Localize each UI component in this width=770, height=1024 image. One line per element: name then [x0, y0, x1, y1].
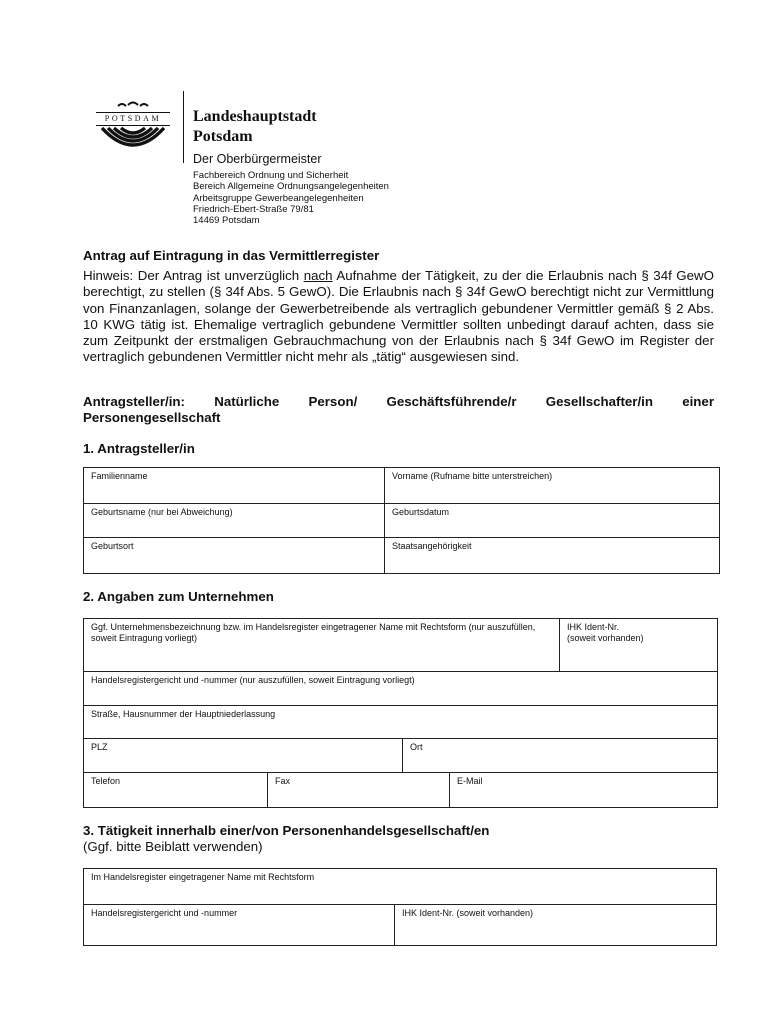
hint-underlined: nach — [303, 268, 333, 283]
birth-name-field[interactable]: Geburtsname (nur bei Abweichung) — [91, 507, 233, 517]
mayor-title: Der Oberbürgermeister — [193, 152, 322, 166]
address-line: Bereich Allgemeine Ordnungsangelegenheiten — [193, 181, 389, 193]
logo-rule-bottom — [96, 125, 170, 126]
partnership-ihk-id-field[interactable]: IHK Ident-Nr. (soweit vorhanden) — [402, 908, 534, 918]
applicant-form — [83, 467, 720, 574]
section3-heading: 3. Tätigkeit innerhalb einer/von Personenhandelsgesellschaft/en — [83, 823, 490, 838]
company-name-field[interactable]: Ggf. Unternehmensbezeichnung bzw. im Handelsregister eingetragener Name mit Rechtsform (nur auszufüllen, soweit Eintragung vorliegt) — [91, 622, 536, 643]
email-field[interactable]: E-Mail — [457, 776, 483, 786]
street-field[interactable]: Straße, Hausnummer der Hauptniederlassung — [91, 709, 276, 719]
header-divider — [183, 91, 184, 163]
partnership-name-field[interactable]: Im Handelsregister eingetragener Name mit Rechtsform — [91, 872, 315, 882]
office-address — [193, 170, 389, 226]
birth-place-field[interactable]: Geburtsort — [91, 541, 134, 551]
fax-field[interactable]: Fax — [275, 776, 291, 786]
company-ihk-id-field[interactable]: IHK Ident-Nr. (soweit vorhanden) — [567, 622, 644, 643]
section2-heading: 2. Angaben zum Unternehmen — [83, 589, 274, 604]
address-line: Friedrich-Ebert-Straße 79/81 — [193, 203, 314, 215]
family-name-field[interactable]: Familienname — [91, 471, 148, 481]
hint-paragraph — [83, 268, 714, 366]
hint-text-after: Aufnahme der Tätigkeit, zu der die Erlaubnis nach § 34f GewO berechtigt, zu stellen (§ 34f Abs. 5 GewO). Die Erlaubnis nach § 34f GewO berechtigt nicht zur Vermittlung von Finanzanlagen, solange der Gewerbetreibende als vertraglich gebundener Vermittler gemäß § 2 Abs. 10 KWG tätig ist. Ehemalige vertraglich gebundene Vermittler sollten unbedingt darauf achten, dass sie zum Zeitpunkt der erstmaligen Gebrauchmachung von der Erlaubnis nach § 34f GewO im Register der vertraglich gebundenen Vermittler nicht mehr als „tätig“ ausgewiesen sind. — [83, 268, 714, 365]
section3-subheading: (Ggf. bitte Beiblatt verwenden) — [83, 839, 263, 854]
city-name — [193, 107, 317, 147]
logo-wordmark: POTSDAM — [104, 114, 162, 123]
nationality-field[interactable]: Staatsangehörigkeit — [392, 541, 472, 551]
potsdam-logo — [96, 100, 170, 150]
form-title: Antrag auf Eintragung in das Vermittlerregister — [83, 248, 380, 263]
logo-rule-top — [96, 112, 170, 113]
birth-date-field[interactable]: Geburtsdatum — [392, 507, 450, 517]
phone-field[interactable]: Telefon — [91, 776, 121, 786]
company-form — [83, 618, 718, 808]
address-line: Fachbereich Ordnung und Sicherheit — [193, 170, 349, 181]
address-line: Arbeitsgruppe Gewerbeangelegenheiten — [193, 192, 364, 204]
partnership-register-field[interactable]: Handelsregistergericht und -nummer — [91, 908, 238, 918]
first-name-field[interactable]: Vorname (Rufname bitte unterstreichen) — [392, 471, 553, 481]
applicant-type-line1: Antragsteller/in: Natürliche Person/ Geschäftsführende/r Gesellschafter/in einer — [83, 394, 714, 409]
city-name-line1: Landeshauptstadt — [193, 108, 317, 125]
partnership-form — [83, 868, 717, 946]
city-field[interactable]: Ort — [410, 742, 423, 752]
address-line: 14469 Potsdam — [193, 215, 260, 227]
zip-field[interactable]: PLZ — [91, 742, 108, 752]
hint-text-before: Hinweis: Der Antrag ist unverzüglich — [83, 268, 304, 283]
company-register-field[interactable]: Handelsregistergericht und -nummer (nur auszufüllen, soweit Eintragung vorliegt) — [91, 675, 415, 685]
city-name-line2: Potsdam — [193, 128, 253, 145]
section1-heading: 1. Antragsteller/in — [83, 441, 195, 456]
applicant-type-line2: Personengesellschaft — [83, 410, 221, 425]
